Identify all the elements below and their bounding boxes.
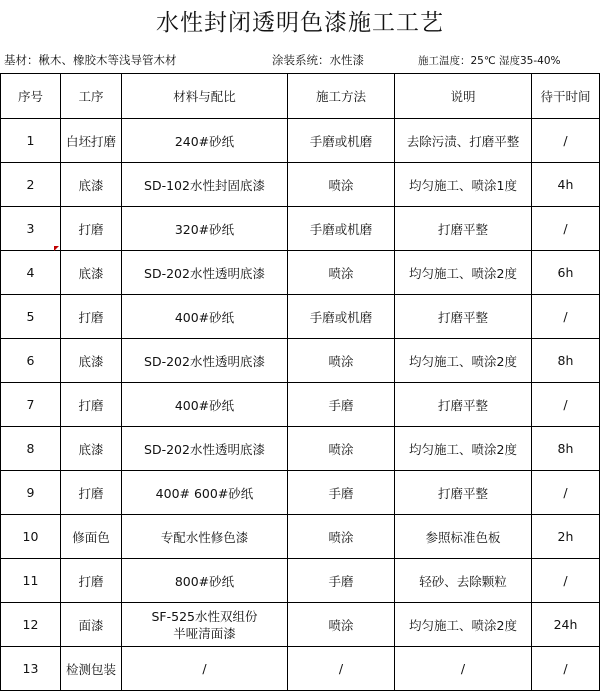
- substrate-text: 基材：楸木、橡胶木等浅导管木材: [4, 53, 177, 67]
- note-cell: 打磨平整: [395, 383, 532, 427]
- note-cell: 轻砂、去除颗粒: [395, 559, 532, 603]
- process-cell: 打磨: [61, 295, 122, 339]
- method-cell: 手磨或机磨: [288, 295, 395, 339]
- process-table: [0, 73, 600, 691]
- step-number-cell: 8: [1, 427, 61, 471]
- drying-time-cell: 2h: [532, 515, 600, 559]
- method-cell: 喷涂: [288, 515, 395, 559]
- comment-marker: [54, 246, 59, 251]
- step-number-cell: 2: [1, 163, 61, 207]
- step-number-cell: 6: [1, 339, 61, 383]
- process-cell: 面漆: [61, 603, 122, 647]
- method-cell: 喷涂: [288, 427, 395, 471]
- table-row: [1, 559, 600, 603]
- table-row: [1, 163, 600, 207]
- process-cell: 底漆: [61, 163, 122, 207]
- method-cell: 手磨或机磨: [288, 207, 395, 251]
- method-cell: /: [288, 647, 395, 691]
- material-cell: 240#砂纸: [122, 119, 288, 163]
- drying-time-cell: 8h: [532, 427, 600, 471]
- conditions-text: 施工温度：25℃ 湿度35-40%: [418, 55, 561, 67]
- header-cell: 待干时间: [532, 74, 600, 119]
- drying-time-cell: /: [532, 559, 600, 603]
- table-row: [1, 647, 600, 691]
- method-cell: 手磨或机磨: [288, 119, 395, 163]
- table-row: [1, 515, 600, 559]
- table-row: [1, 427, 600, 471]
- table-row: [1, 603, 600, 647]
- note-cell: 参照标准色板: [395, 515, 532, 559]
- note-cell: /: [395, 647, 532, 691]
- table-row: [1, 251, 600, 295]
- material-cell: SD-202水性透明底漆: [122, 427, 288, 471]
- coating-system-text: 涂装系统：水性漆: [272, 53, 364, 67]
- method-cell: 手磨: [288, 383, 395, 427]
- method-cell: 手磨: [288, 471, 395, 515]
- process-cell: 打磨: [61, 207, 122, 251]
- process-cell: 打磨: [61, 383, 122, 427]
- material-cell: SD-102水性封固底漆: [122, 163, 288, 207]
- note-cell: 打磨平整: [395, 207, 532, 251]
- drying-time-cell: /: [532, 647, 600, 691]
- header-cell: 序号: [1, 74, 61, 119]
- header-cell: 施工方法: [288, 74, 395, 119]
- drying-time-cell: 6h: [532, 251, 600, 295]
- table-row: [1, 295, 600, 339]
- material-cell: SD-202水性透明底漆: [122, 339, 288, 383]
- drying-time-cell: /: [532, 471, 600, 515]
- step-number-cell: 13: [1, 647, 61, 691]
- note-cell: 均匀施工、喷涂1度: [395, 163, 532, 207]
- document-title: 水性封闭透明色漆施工工艺: [156, 10, 444, 36]
- note-cell: 均匀施工、喷涂2度: [395, 251, 532, 295]
- step-number-cell: 9: [1, 471, 61, 515]
- method-cell: 手磨: [288, 559, 395, 603]
- process-cell: 修面色: [61, 515, 122, 559]
- table-row: [1, 339, 600, 383]
- table-row: [1, 119, 600, 163]
- drying-time-cell: 8h: [532, 339, 600, 383]
- drying-time-cell: 4h: [532, 163, 600, 207]
- material-cell: 320#砂纸: [122, 207, 288, 251]
- note-cell: 去除污渍、打磨平整: [395, 119, 532, 163]
- step-number-cell: 11: [1, 559, 61, 603]
- header-cell: 工序: [61, 74, 122, 119]
- method-cell: 喷涂: [288, 339, 395, 383]
- process-cell: 底漆: [61, 427, 122, 471]
- note-cell: 打磨平整: [395, 471, 532, 515]
- method-cell: 喷涂: [288, 163, 395, 207]
- process-cell: 检测包装: [61, 647, 122, 691]
- material-cell: /: [122, 647, 288, 691]
- method-cell: 喷涂: [288, 603, 395, 647]
- material-cell: 400#砂纸: [122, 383, 288, 427]
- drying-time-cell: /: [532, 383, 600, 427]
- step-number-cell: 3: [1, 207, 61, 251]
- note-cell: 均匀施工、喷涂2度: [395, 427, 532, 471]
- material-cell: 400# 600#砂纸: [122, 471, 288, 515]
- step-number-cell: 1: [1, 119, 61, 163]
- process-cell: 白坯打磨: [61, 119, 122, 163]
- material-cell: SF-525水性双组份 半哑清面漆: [122, 603, 288, 647]
- header-cell: 材料与配比: [122, 74, 288, 119]
- material-cell: SD-202水性透明底漆: [122, 251, 288, 295]
- step-number-cell: 4: [1, 251, 61, 295]
- table-row: [1, 383, 600, 427]
- note-cell: 均匀施工、喷涂2度: [395, 339, 532, 383]
- table-row: [1, 207, 600, 251]
- material-cell: 800#砂纸: [122, 559, 288, 603]
- process-cell: 底漆: [61, 339, 122, 383]
- note-cell: 均匀施工、喷涂2度: [395, 603, 532, 647]
- note-cell: 打磨平整: [395, 295, 532, 339]
- table-header-row: [1, 74, 600, 119]
- step-number-cell: 7: [1, 383, 61, 427]
- process-cell: 打磨: [61, 471, 122, 515]
- drying-time-cell: /: [532, 295, 600, 339]
- method-cell: 喷涂: [288, 251, 395, 295]
- drying-time-cell: /: [532, 119, 600, 163]
- process-cell: 底漆: [61, 251, 122, 295]
- material-cell: 400#砂纸: [122, 295, 288, 339]
- process-cell: 打磨: [61, 559, 122, 603]
- drying-time-cell: /: [532, 207, 600, 251]
- table-row: [1, 471, 600, 515]
- material-cell: 专配水性修色漆: [122, 515, 288, 559]
- meta-line: [0, 46, 600, 72]
- step-number-cell: 5: [1, 295, 61, 339]
- drying-time-cell: 24h: [532, 603, 600, 647]
- step-number-cell: 10: [1, 515, 61, 559]
- header-cell: 说明: [395, 74, 532, 119]
- step-number-cell: 12: [1, 603, 61, 647]
